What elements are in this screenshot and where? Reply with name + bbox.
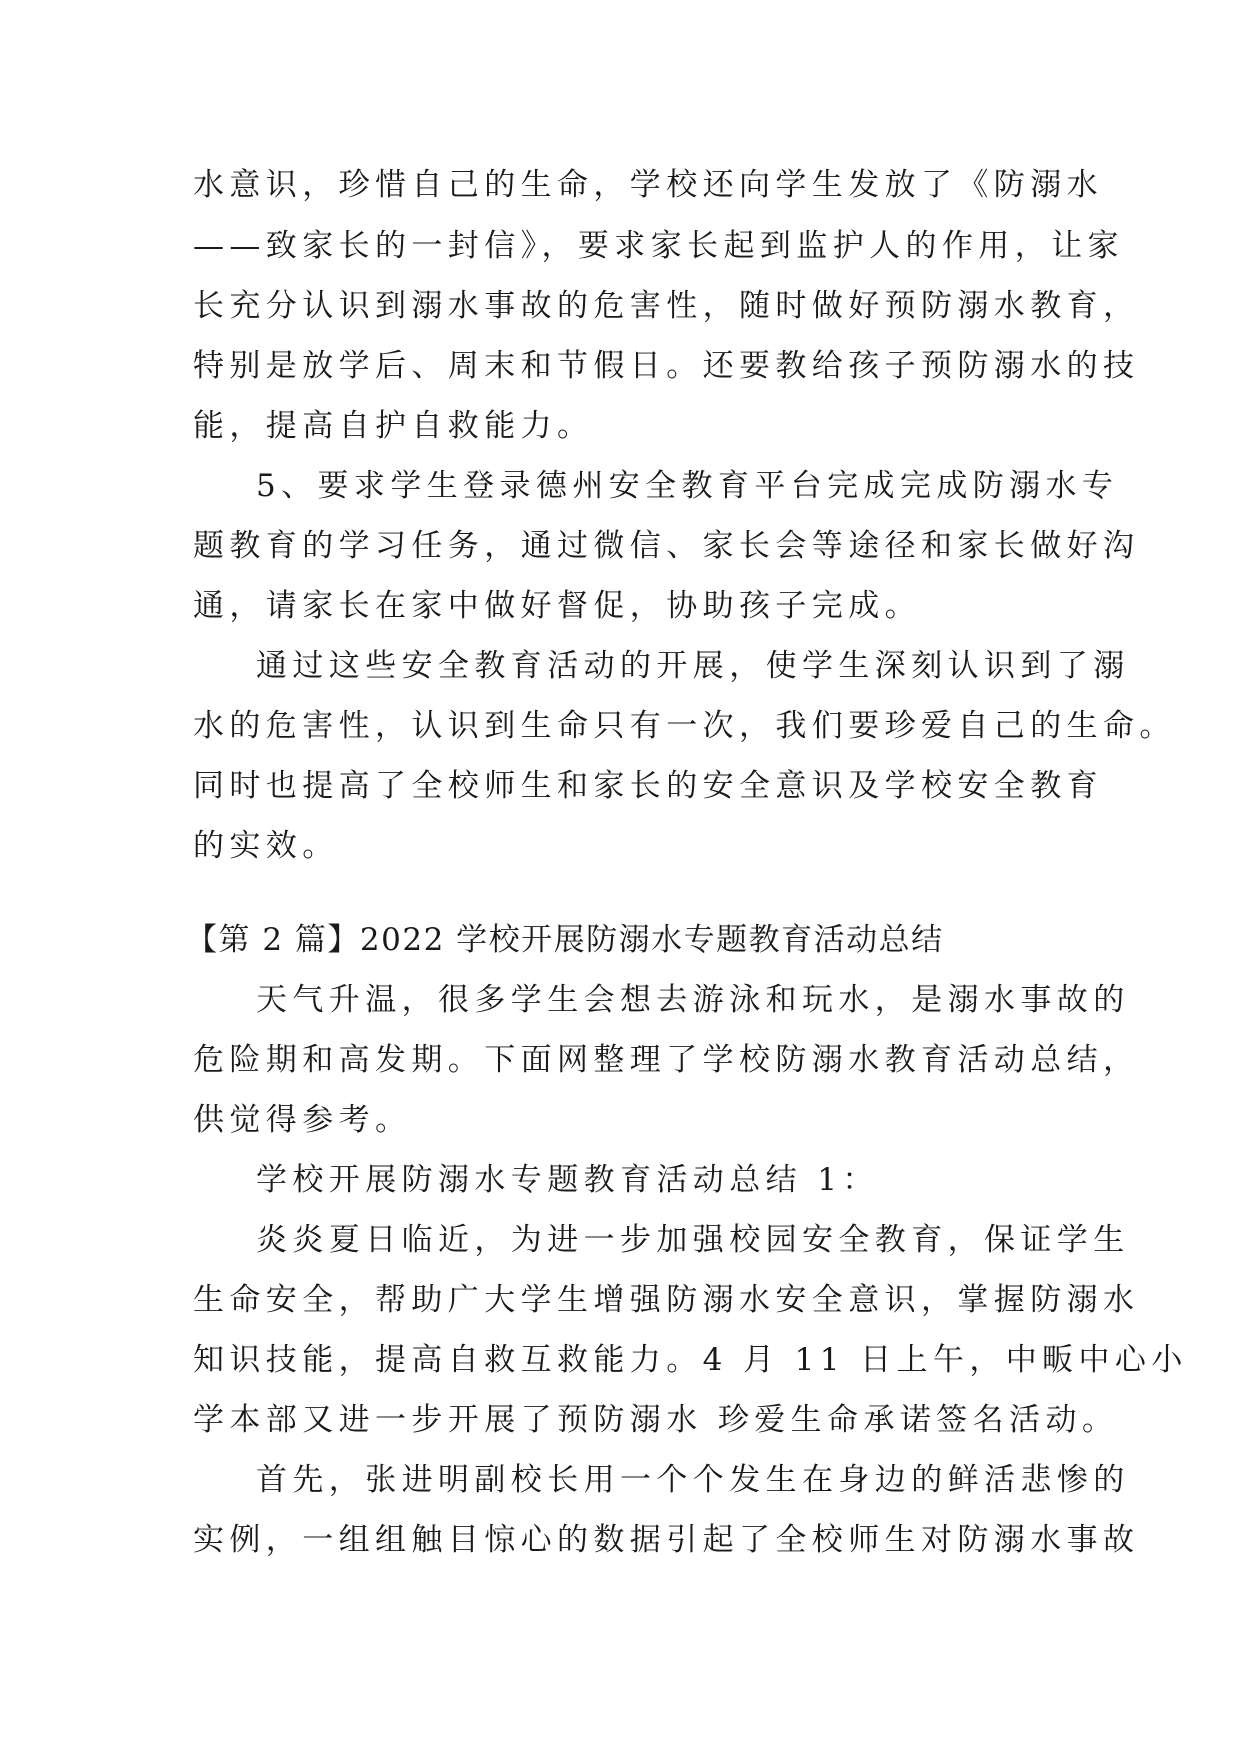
text-line: 水的危害性，认识到生命只有一次，我们要珍爱自己的生命。 (193, 708, 1176, 744)
text-line: 炎炎夏日临近，为进一步加强校园安全教育，保证学生 (256, 1222, 1130, 1258)
text-line: 的实效。 (193, 828, 339, 864)
article-heading: 【第 2 篇】2022 学校开展防溺水专题教育活动总结 (186, 922, 944, 958)
text-line: 5、要求学生登录德州安全教育平台完成完成防溺水专 (256, 468, 1119, 504)
section-subtitle: 学校开展防溺水专题教育活动总结 1： (256, 1162, 879, 1198)
text-line: 实例，一组组触目惊心的数据引起了全校师生对防溺水事故 (193, 1522, 1140, 1558)
text-line: 知识技能，提高自救互救能力。4 月 11 日上午，中畈中心小 (193, 1342, 1188, 1378)
text-line: 天气升温，很多学生会想去游泳和玩水，是溺水事故的 (256, 982, 1130, 1018)
text-line: 题教育的学习任务，通过微信、家长会等途径和家长做好沟 (193, 528, 1140, 564)
text-line: 供觉得参考。 (193, 1102, 412, 1138)
text-line: 能，提高自护自救能力。 (193, 408, 594, 444)
text-line: 通，请家长在家中做好督促，协助孩子完成。 (193, 588, 921, 624)
text-line: 首先，张进明副校长用一个个发生在身边的鲜活悲惨的 (256, 1462, 1130, 1498)
text-line: 水意识，珍惜自己的生命，学校还向学生发放了《防溺水 (193, 167, 1103, 203)
text-line: 通过这些安全教育活动的开展，使学生深刻认识到了溺 (256, 648, 1130, 684)
text-line: 同时也提高了全校师生和家长的安全意识及学校安全教育 (193, 768, 1103, 804)
text-line: 特别是放学后、周末和节假日。还要教给孩子预防溺水的技 (193, 348, 1140, 384)
text-line: 学本部又进一步开展了预防溺水 珍爱生命承诺签名活动。 (193, 1402, 1119, 1438)
text-line: 危险期和高发期。下面网整理了学校防溺水教育活动总结， (193, 1042, 1140, 1078)
text-line: ——致家长的一封信》，要求家长起到监护人的作用，让家 (193, 228, 1124, 264)
text-line: 长充分认识到溺水事故的危害性，随时做好预防溺水教育， (193, 288, 1140, 324)
text-line: 生命安全，帮助广大学生增强防溺水安全意识，掌握防溺水 (193, 1282, 1140, 1318)
